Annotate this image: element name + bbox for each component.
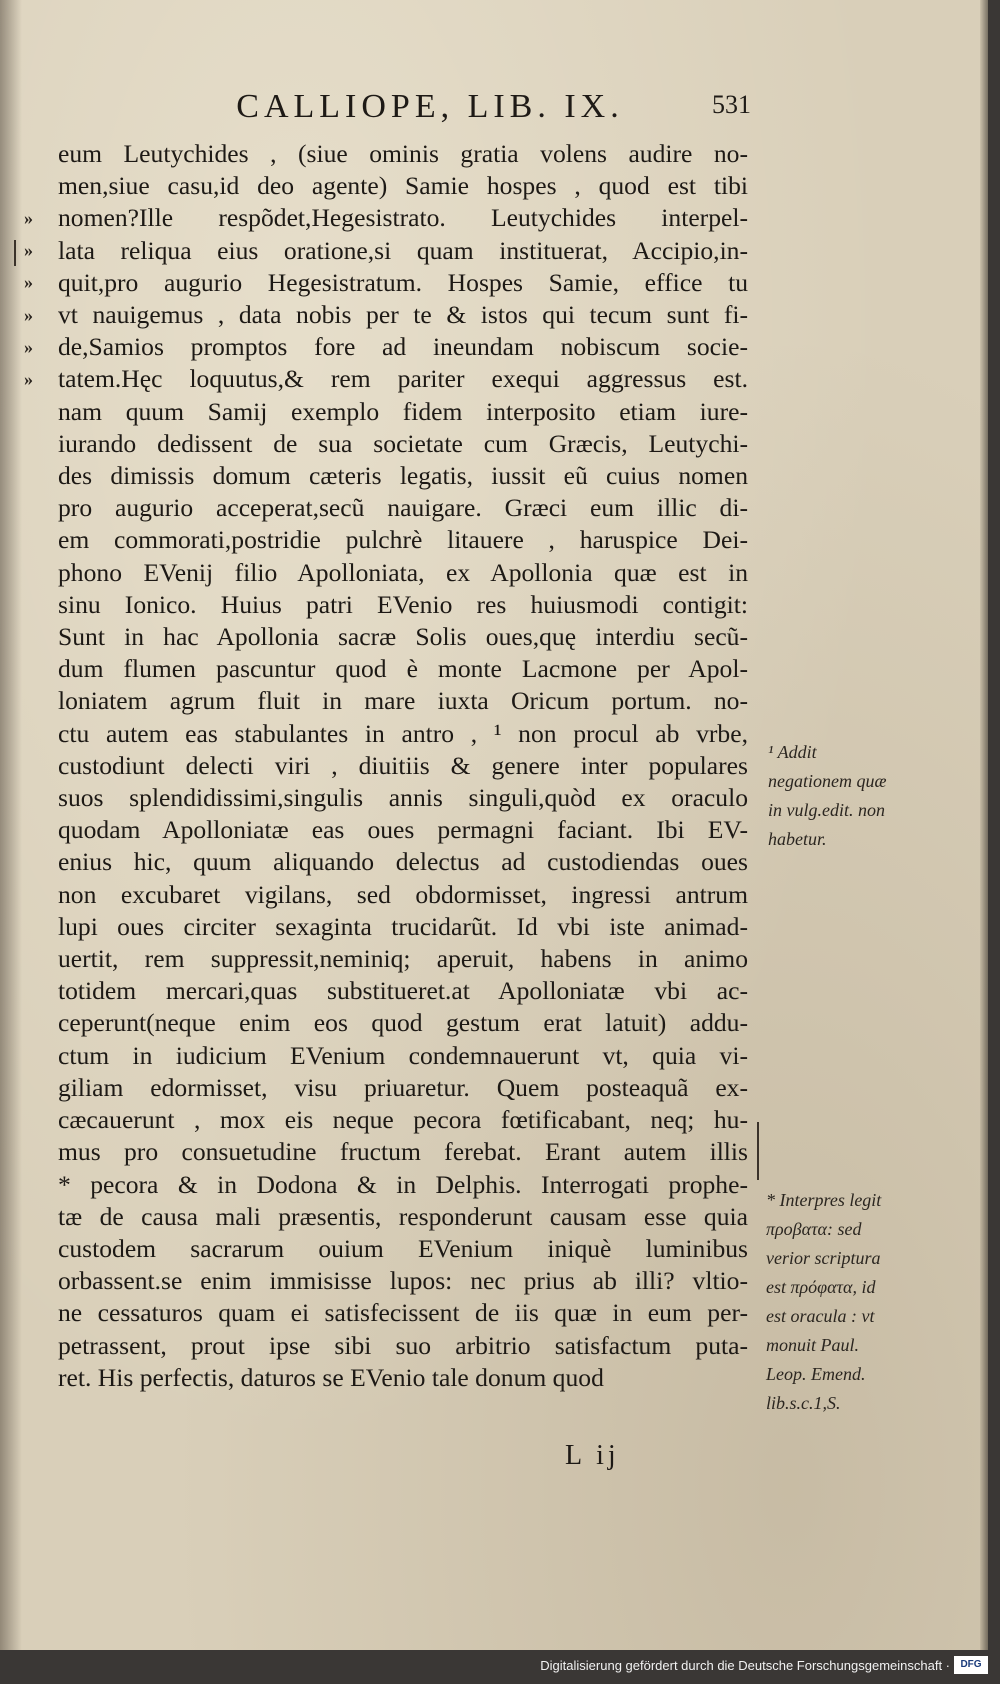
body-text: [58, 138, 748, 1394]
quote-mark: »: [24, 336, 33, 357]
text-line: ctum in iudicium EVenium condemnauerunt vt, quia vi-: [58, 1040, 748, 1070]
text-line: totidem mercari,quas substitueret.at Apolloniatæ vbi ac-: [58, 976, 748, 1006]
margin-rule: [757, 1122, 759, 1180]
page-edge: [980, 0, 988, 1650]
text-line: nomen?Ille respõdet,Hegesistrato. Leutychides interpel-: [58, 203, 748, 233]
spine-shadow: [0, 0, 22, 1650]
text-line: giliam edormisset, visu priuaretur. Quem posteaquã ex-: [58, 1072, 748, 1102]
quote-mark: »: [24, 368, 33, 389]
text-line: tatem.Hęc loquutus,& rem pariter exequi aggressus est.: [58, 364, 748, 394]
text-line: suos splendidissimi,singulis annis singuli,quòd ex oraculo: [58, 783, 748, 813]
text-line: Sunt in hac Apollonia sacræ Solis oues,quę interdiu secũ-: [58, 622, 748, 652]
text-line: sinu Ionico. Huius patri EVenio res huiusmodi contigit:: [58, 589, 748, 619]
text-line: vt nauigemus , data nobis per te & istos qui tecum sunt fi-: [58, 300, 748, 330]
marginal-note: ¹ Addit negationem quæ in vulg.edit. non habetur.: [768, 742, 887, 849]
text-line: des dimissis domum cæteris legatis, iussit eũ cuius nomen: [58, 461, 748, 491]
text-line: dum flumen pascuntur quod è monte Lacmone per Apol-: [58, 654, 748, 684]
text-line: petrassent, prout ipse sibi suo arbitrio satisfactum puta-: [58, 1330, 748, 1360]
text-line: ctu autem eas stabulantes in antro , ¹ non procul ab vrbe,: [58, 718, 748, 748]
text-line: * pecora & in Dodona & in Delphis. Interrogati prophe-: [58, 1169, 748, 1199]
dfg-logo: DFG: [954, 1656, 988, 1674]
text-line: lata reliqua eius oratione,si quam instituerat, Accipio,in-: [58, 235, 748, 265]
text-line: phono EVenij filio Apolloniata, ex Apollonia quæ est in: [58, 557, 748, 587]
text-line: men,siue casu,id deo agente) Samie hospes , quod est tibi: [58, 171, 748, 201]
quote-mark: »: [24, 304, 33, 325]
text-line: non excubaret vigilans, sed obdormisset, ingressi antrum: [58, 879, 748, 909]
text-line: orbassent.se enim immisisse lupos: nec prius ab illi? vltio-: [58, 1266, 748, 1296]
text-line: uertit, rem suppressit,neminiq; aperuit, habens in animo: [58, 944, 748, 974]
text-line: cæcauerunt , mox eis neque pecora fœtificabant, neq; hu-: [58, 1105, 748, 1135]
text-line: quodam Apolloniatæ eas oues permagni faciant. Ibi EV-: [58, 815, 748, 845]
text-line: loniatem agrum fluit in mare iuxta Oricum portum. no-: [58, 686, 748, 716]
text-line: ne cessaturos quam ei satisfecissent de iis quæ in eum per-: [58, 1298, 748, 1328]
text-line: nam quum Samij exemplo fidem interposito etiam iure-: [58, 396, 748, 426]
text-line: eum Leutychides , (siue ominis gratia volens audire no-: [58, 139, 748, 168]
text-line: enius hic, quum aliquando delectus ad custodiendas oues: [58, 847, 748, 877]
text-line: em commorati,postridie pulchrè litauere , haruspice Dei-: [58, 525, 748, 555]
text-line: pro augurio acceperat,secũ nauigare. Græci eum illic di-: [58, 493, 748, 523]
text-line: lupi oues circiter sexaginta trucidarũt. Id vbi iste animad-: [58, 911, 748, 941]
page-number: 531: [712, 90, 751, 119]
digitization-credit: Digitalisierung gefördert durch die Deutsche Forschungsgemeinschaft ·: [540, 1658, 950, 1673]
text-line: ceperunt(neque enim eos quod gestum erat latuit) addu-: [58, 1008, 748, 1038]
quote-mark: »: [24, 240, 33, 261]
margin-rule: [14, 240, 16, 266]
quote-mark: »: [24, 208, 33, 228]
text-line: quit,pro augurio Hegesistratum. Hospes Samie, effice tu: [58, 267, 748, 297]
marginal-note: * Interpres legit προβατα: sed verior scriptura est πρόφατα, id est oracula : vt monuit Paul. Leop. Emend. lib.s.c.1,S.: [766, 1190, 882, 1413]
text-line: tæ de causa mali præsentis, responderunt causam esse quia: [58, 1201, 748, 1231]
text-line: ret. His perfectis, daturos se EVenio tale donum quod: [58, 1362, 604, 1392]
text-line: iurando dedissent de sua societate cum Græcis, Leutychi-: [58, 428, 748, 458]
text-line: custodem sacrarum ouium EVenium iniquè luminibus: [58, 1233, 748, 1263]
quote-mark: »: [24, 272, 33, 293]
marginal-quote-marks: [24, 202, 46, 395]
signature-mark: L ij: [565, 1440, 620, 1471]
running-head: CALLIOPE, LIB. IX.: [236, 88, 624, 125]
text-line: custodiunt delecti viri , diuitiis & genere inter populares: [58, 750, 748, 780]
text-line: de,Samios promptos fore ad ineundam nobiscum socie-: [58, 332, 748, 362]
text-line: mus pro consuetudine fructum ferebat. Erant autem illis: [58, 1137, 748, 1167]
